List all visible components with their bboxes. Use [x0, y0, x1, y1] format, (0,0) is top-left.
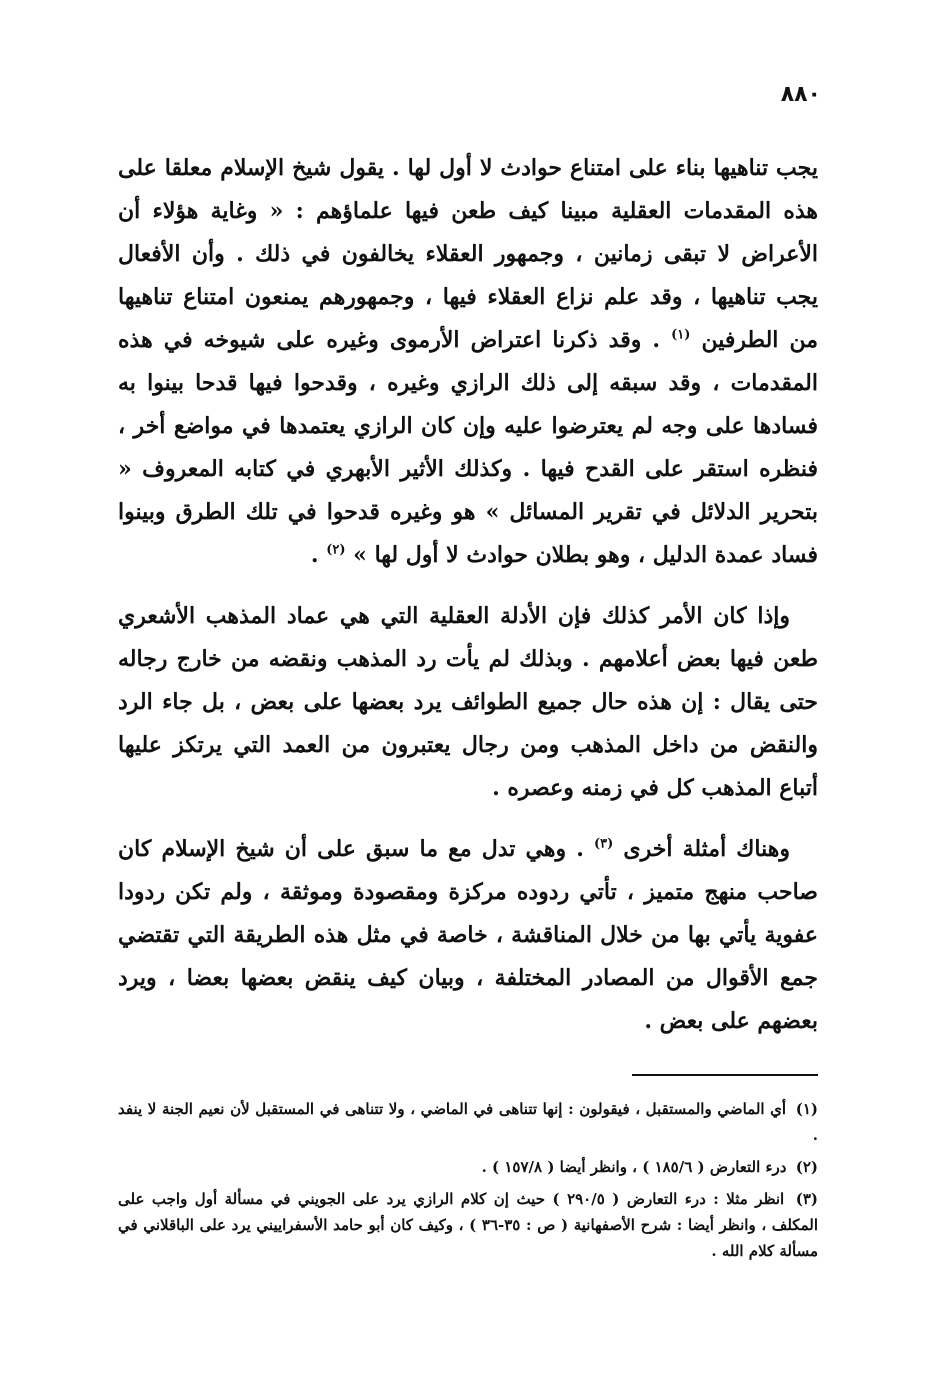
paragraph-1-text-c: . [310, 542, 327, 568]
footnote-3-text: انظر مثلا : درء التعارض ( ٢٩٠/٥ ) حيث إن كلام الرازي يرد على الجويني في مسألة أول واجب على المكلف ، وانظر أيضا : شرح الأصفهانية ( ص : ٣٥-٣٦ ) ، وكيف كان أبو حامد الأسفراييني يرد على الباقلاني في مسألة كلام الله . [118, 1190, 818, 1260]
footnote-2-text: درء التعارض ( ١٨٥/٦ ) ، وانظر أيضا ( ١٥٧/٨ ) . [481, 1158, 787, 1176]
footnote-3 [118, 1186, 818, 1264]
footnote-3-number: (٣) [795, 1190, 818, 1208]
footnote-separator [632, 1074, 818, 1076]
footnote-1-number: (١) [795, 1100, 818, 1118]
footnote-ref-3[interactable]: (٣) [593, 836, 614, 852]
paragraph-1-text-a: يجب تناهيها بناء على امتناع حوادث لا أول لها . يقول شيخ الإسلام معلقا على هذه المقدمات العقلية مبينا كيف طعن فيها علماؤهم : « وغاية هؤلاء أن الأعراض لا تبقى زمانين ، وجمهور العقلاء يخالفون في ذلك . وأن الأفعال يجب تناهيها ، وقد علم نزاع العقلاء فيها ، وجمهورهم يمنعون امتناع تناهيها من الطرفين [118, 155, 818, 353]
footnote-1 [118, 1096, 818, 1148]
footnote-2-number: (٢) [795, 1158, 818, 1176]
main-text [118, 147, 818, 1043]
footnote-1-text: أي الماضي والمستقبل ، فيقولون : إنها تتناهى في الماضي ، ولا تتناهى في المستقبل لأن نعيم الجنة لا ينفد . [118, 1100, 818, 1144]
footnotes [118, 1096, 818, 1270]
page-number: ٨٨٠ [780, 82, 821, 107]
footnote-2 [118, 1154, 818, 1180]
paragraph-2 [118, 595, 818, 810]
footnote-ref-1[interactable]: (١) [671, 327, 691, 343]
paragraph-1 [118, 147, 818, 577]
paragraph-3 [118, 828, 818, 1043]
paragraph-3-text-a: وهناك أمثلة أخرى [623, 836, 790, 862]
paragraph-3-text-b: . وهي تدل مع ما سبق على أن شيخ الإسلام كان صاحب منهج متميز ، تأتي ردوده مركزة ومقصودة وموثقة ، ولم تكن ردودا عفوية يأتي بها من خلال المناقشة ، خاصة في مثل هذه الطريقة التي تقتضي جمع الأقوال من المصادر المختلفة ، وبيان كيف ينقض بعضها بعضا ، ويرد بعضهم على بعض . [118, 836, 818, 1034]
paragraph-1-text-b: . وقد ذكرنا اعتراض الأرموى وغيره على شيوخه في هذه المقدمات ، وقد سبقه إلى ذلك الرازي وغيره ، وقدحوا فيها قدحا بينوا به فسادها على وجه لم يعترضوا عليه وإن كان الرازي يعتمدها في مواضع أخر ، فنظره استقر على القدح فيها . وكذلك الأثير الأبهري في كتابه المعروف « بتحرير الدلائل في تقرير المسائل » هو وغيره قدحوا في تلك الطرق وبينوا فساد عمدة الدليل ، وهو بطلان حوادث لا أول لها » [118, 327, 818, 568]
footnote-ref-2[interactable]: (٢) [326, 542, 346, 558]
paragraph-2-text: وإذا كان الأمر كذلك فإن الأدلة العقلية التي هي عماد المذهب الأشعري طعن فيها بعض أعلامهم . وبذلك لم يأت رد المذهب ونقضه من خارج رجاله حتى يقال : إن هذه حال جميع الطوائف يرد بعضها على بعض ، بل جاء الرد والنقض من داخل المذهب ومن رجال يعتبرون من العمد التي يرتكز عليها أتباع المذهب كل في زمنه وعصره . [118, 603, 818, 801]
